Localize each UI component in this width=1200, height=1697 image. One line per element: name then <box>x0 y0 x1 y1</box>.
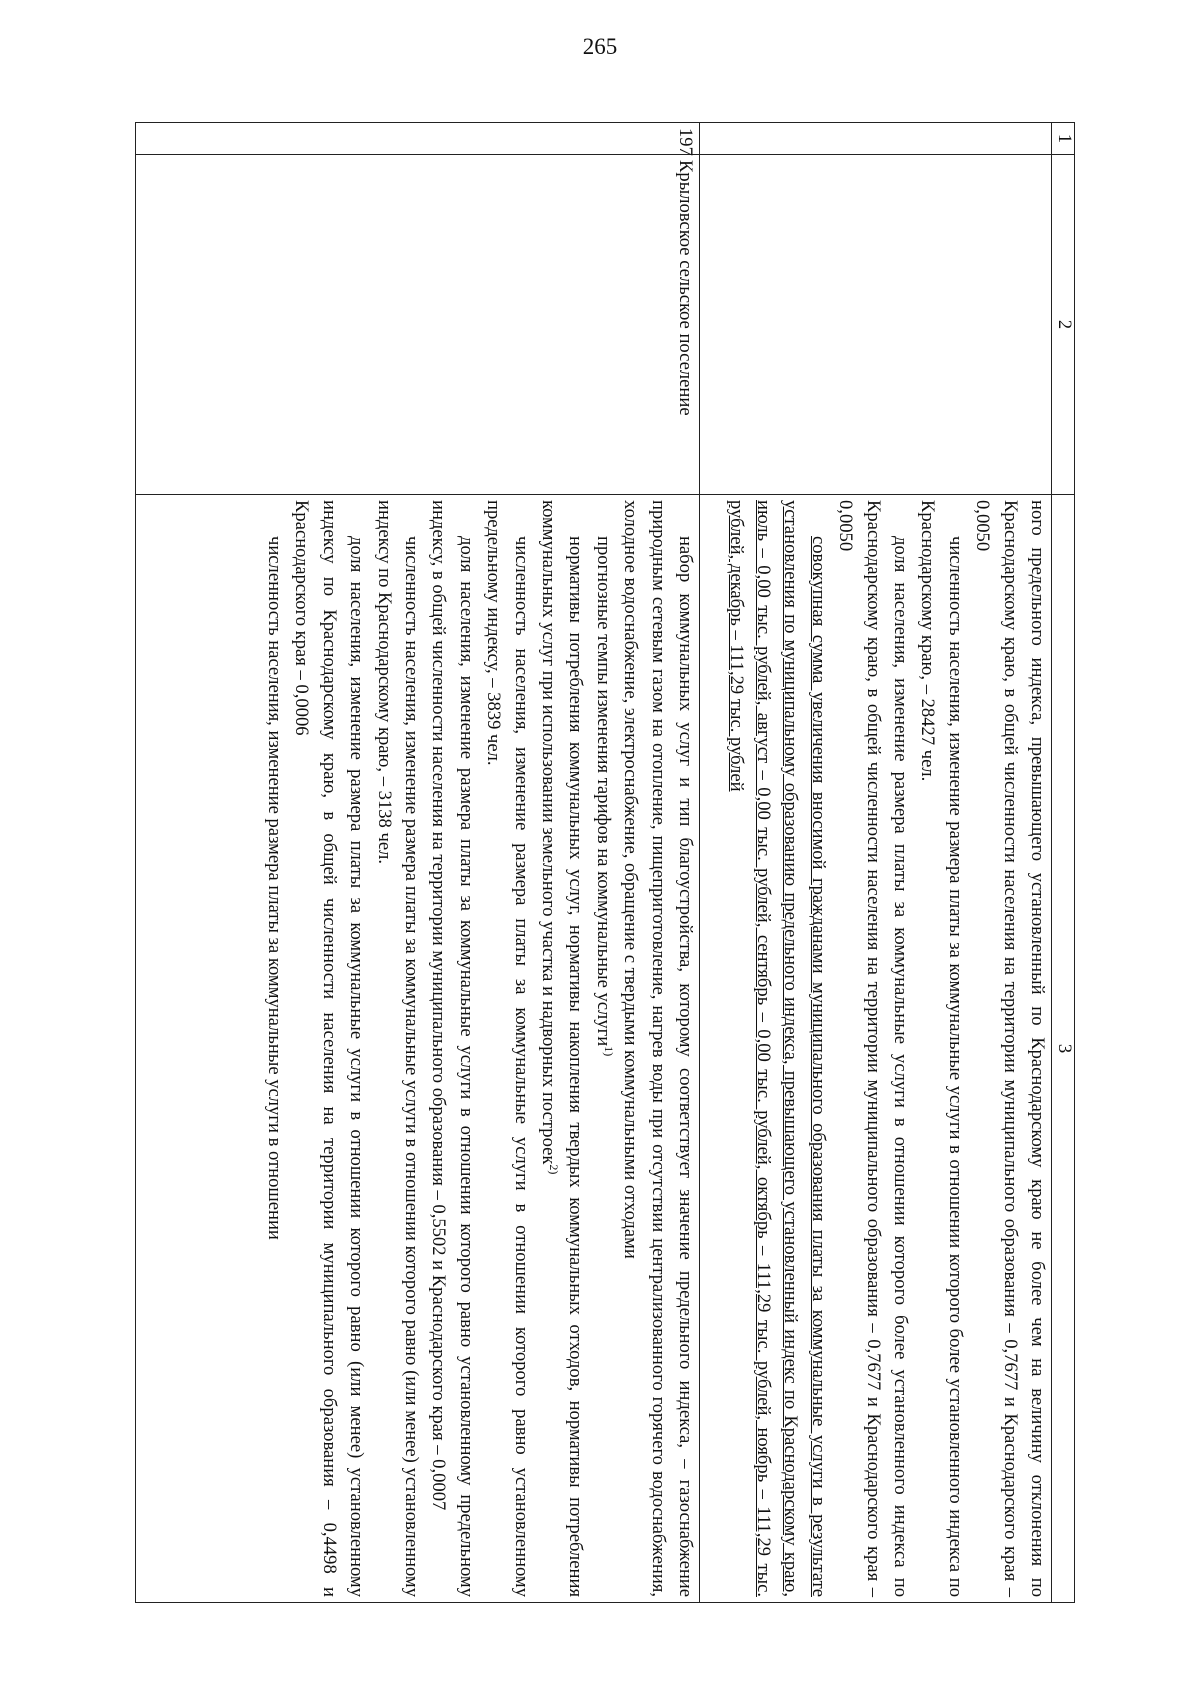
continuation-content-cell <box>700 495 1052 1603</box>
row-paragraph-text: нормативы потребления коммунальных услуг, нормативы накопления твердых коммунальных отходов, нормативы потребления коммунальных услуг при использовании земельного участка и надворных построек <box>537 500 587 1597</box>
continuation-paragraph: совокупная сумма увеличения вносимой гражданами муниципального образования платы за коммунальные услуги в результате установления по муниципальному образованию предельного индекса, превышающего установленный индекс по Краснодарскому краю, июль – 0,00 тыс. рублей, август – 0,00 тыс. рублей, сентябрь – 0,00 тыс. рублей, октябрь – 111,29 тыс. рублей, ноябрь – 111,29 тыс. рублей, декабрь – 111,29 тыс. рублей <box>725 500 829 1597</box>
row-paragraph <box>589 500 616 1597</box>
header-col-3: 3 <box>1052 495 1075 1603</box>
page-number: 265 <box>582 34 618 59</box>
data-table <box>135 122 1075 1603</box>
table-row-197 <box>136 123 700 1603</box>
header-col-2: 2 <box>1052 155 1075 495</box>
continuation-paragraph: доля населения, изменение размера платы за коммунальные услуги в отношении которого более установленного индекса по Краснодарскому краю, в общей численности населения на территории муниципального образования – 0,7677 и Краснодарского края – 0,0050 <box>835 500 911 1597</box>
row-settlement-name: Крыловское сельское поселение <box>136 155 700 495</box>
row-number: 197 <box>136 123 700 155</box>
continuation-paragraph: численность населения, изменение размера платы за коммунальные услуги в отношении которого более установленного индекса по Краснодарскому краю, – 28427 чел. <box>917 500 966 1597</box>
footnote-mark: 1) <box>601 1046 616 1057</box>
continuation-number-cell <box>700 123 1052 155</box>
footnote-mark: 2) <box>547 1164 562 1175</box>
row-paragraph: численность населения, изменение размера платы за коммунальные услуги в отношении которого равно установленному предельному индексу, – 3839 чел. <box>483 500 532 1597</box>
row-paragraph: численность населения, изменение размера платы за коммунальные услуги в отношении <box>263 536 285 1240</box>
row-paragraph: численность населения, изменение размера платы за коммунальные услуги в отношении которого равно (или менее) установленному индексу по Краснодарскому краю, – 3138 чел. <box>373 500 422 1597</box>
continuation-paragraph: ного предельного индекса, превышающего установленный по Краснодарскому краю не более чем на величину отклонения по Краснодарскому краю, в общей численности населения на территории муниципального образования – 0,7677 и Краснодарского края – 0,0050 <box>972 500 1048 1597</box>
table-header-row <box>1052 123 1075 1603</box>
row-paragraph <box>535 500 590 1597</box>
row-content-cell <box>136 495 700 1603</box>
header-col-1: 1 <box>1052 123 1075 155</box>
row-paragraph: доля населения, изменение размера платы за коммунальные услуги в отношении которого равно (или менее) установленному индексу по Краснодарскому краю, в общей численности населения на территории муниципального образования – 0,4498 и Краснодарского края – 0,0006 <box>291 500 368 1597</box>
row-paragraph: доля населения, изменение размера платы за коммунальные услуги в отношении которого равно установленному предельному индексу, в общей численности населения на территории муниципального образования – 0,5502 и Краснодарского края – 0,0007 <box>428 500 477 1597</box>
row-paragraph-text: прогнозные темпы изменения тарифов на коммунальные услуги <box>592 536 614 1047</box>
table-row-continuation <box>700 123 1052 1603</box>
rotated-table-container <box>135 122 1075 1602</box>
continuation-name-cell <box>700 155 1052 495</box>
row-paragraph: набор коммунальных услуг и тип благоустройства, которому соответствует значение предельного индекса, – газоснабжение природным сетевым газом на отопление, пищеприготовление, нагрев воды при отсутствии централизованного горячего водоснабжения, холодное водоснабжение, электроснабжение, обращение с твердыми коммунальными отходами <box>620 500 696 1597</box>
